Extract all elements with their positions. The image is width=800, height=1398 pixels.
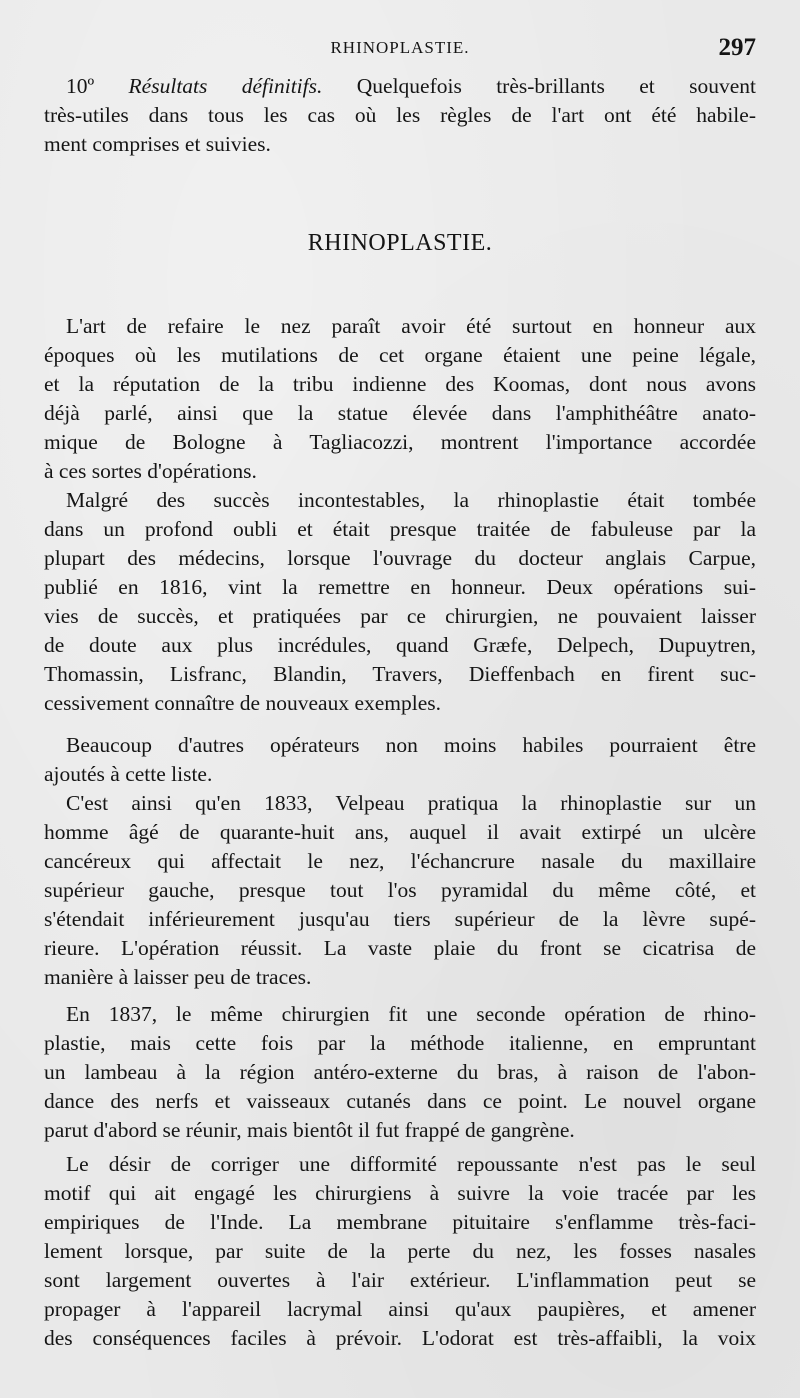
text-line: lement lorsque, par suite de la perte du nez, les fosses nasales — [44, 1239, 756, 1263]
text-line: plupart des médecins, lorsque l'ouvrage du docteur anglais Carpue, — [44, 546, 756, 570]
text-line: motif qui ait engagé les chirurgiens à suivre la voie tracée par les — [44, 1181, 756, 1205]
text-line: En 1837, le même chirurgien fit une seconde opération de rhino- — [66, 1002, 756, 1026]
text-line: plastie, mais cette fois par la méthode italienne, en empruntant — [44, 1031, 756, 1055]
text-line: Beaucoup d'autres opérateurs non moins habiles pourraient être — [66, 733, 756, 757]
text-line: supérieur gauche, presque tout l'os pyramidal du même côté, et — [44, 878, 756, 902]
intro-block — [44, 72, 756, 159]
section-heading: RHINOPLASTIE. — [307, 230, 493, 256]
text-line: des conséquences faciles à prévoir. L'odorat est très-affaibli, la voix — [44, 1326, 756, 1350]
text-line: ajoutés à cette liste. — [44, 762, 213, 786]
paragraph-2 — [44, 486, 756, 718]
text-line: de doute aux plus incrédules, quand Græfe, Delpech, Dupuytren, — [44, 633, 756, 657]
paragraph-1 — [44, 312, 756, 486]
paragraph-6 — [44, 1150, 756, 1353]
text-line: publié en 1816, vint la remettre en honneur. Deux opérations sui- — [44, 575, 756, 599]
text-line: Malgré des succès incontestables, la rhinoplastie était tombée — [66, 488, 756, 512]
text-line: déjà parlé, ainsi que la statue élevée dans l'amphithéâtre anato- — [44, 401, 756, 425]
intro-number: 10º — [66, 74, 95, 98]
text-line: Le désir de corriger une difformité repoussante n'est pas le seul — [66, 1152, 756, 1176]
text-line: C'est ainsi qu'en 1833, Velpeau pratiqua la rhinoplastie sur un — [66, 791, 756, 815]
text-line: propager à l'appareil lacrymal ainsi qu'aux paupières, et amener — [44, 1297, 756, 1321]
intro-line-2: très-utiles dans tous les cas où les règles de l'art ont été habile- — [44, 103, 756, 127]
running-title: RHINOPLASTIE. — [330, 38, 470, 57]
text-line: cessivement connaître de nouveaux exemples. — [44, 691, 442, 715]
intro-line-1 — [44, 72, 756, 101]
text-line: s'étendait inférieurement jusqu'au tiers supérieur de la lèvre supé- — [44, 907, 756, 931]
intro-italic-title: Résultats définitifs. — [128, 74, 323, 98]
text-line: rieure. L'opération réussit. La vaste plaie du front se cicatrisa de — [44, 936, 756, 960]
text-line: sont largement ouvertes à l'air extérieur. L'inflammation peut se — [44, 1268, 756, 1292]
paragraph-5 — [44, 1000, 756, 1145]
text-line: empiriques de l'Inde. La membrane pituitaire s'enflamme très-faci- — [44, 1210, 756, 1234]
paragraph-3 — [44, 731, 756, 789]
intro-line-1-rest: Quelquefois très-brillants et souvent — [356, 74, 757, 98]
text-line: L'art de refaire le nez paraît avoir été surtout en honneur aux — [66, 314, 756, 338]
text-line: époques où les mutilations de cet organe étaient une peine légale, — [44, 343, 756, 367]
text-line: et la réputation de la tribu indienne des Koomas, dont nous avons — [44, 372, 756, 396]
text-line: à ces sortes d'opérations. — [44, 459, 257, 483]
text-line: dans un profond oubli et était presque traitée de fabuleuse par la — [44, 517, 756, 541]
text-line: dance des nerfs et vaisseaux cutanés dans ce point. Le nouvel organe — [44, 1089, 756, 1113]
running-header — [0, 34, 800, 64]
text-line: parut d'abord se réunir, mais bientôt il fut frappé de gangrène. — [44, 1118, 575, 1142]
text-line: un lambeau à la région antéro-externe du bras, à raison de l'abon- — [44, 1060, 756, 1084]
text-line: vies de succès, et pratiquées par ce chirurgien, ne pouvaient laisser — [44, 604, 756, 628]
text-line: mique de Bologne à Tagliacozzi, montrent l'importance accordée — [44, 430, 756, 454]
text-line: Thomassin, Lisfranc, Blandin, Travers, Dieffenbach en firent suc- — [44, 662, 756, 686]
paragraph-4 — [44, 789, 756, 992]
text-line: homme âgé de quarante-huit ans, auquel il avait extirpé un ulcère — [44, 820, 756, 844]
intro-line-3: ment comprises et suivies. — [44, 132, 271, 156]
page-number: 297 — [718, 34, 756, 61]
text-line: manière à laisser peu de traces. — [44, 965, 312, 989]
text-line: cancéreux qui affectait le nez, l'échancrure nasale du maxillaire — [44, 849, 756, 873]
